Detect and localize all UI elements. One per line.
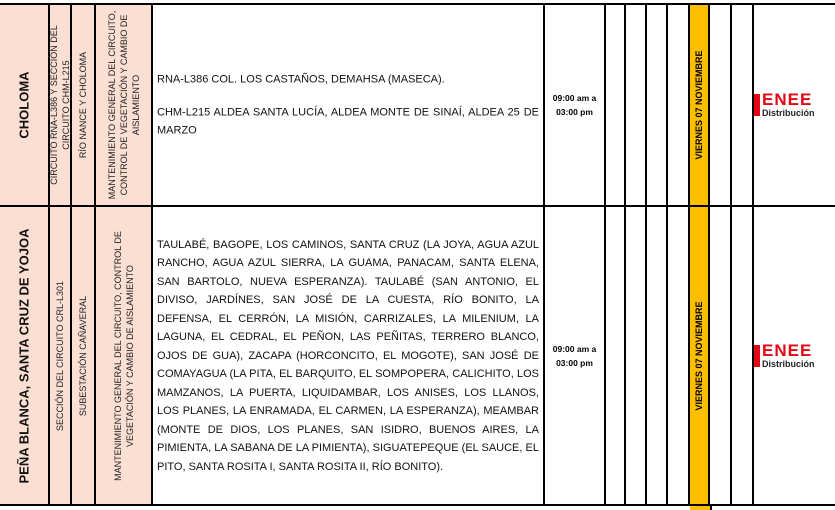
- work-description: MANTENIMIENTO GENERAL DEL CIRCUITO, CONTROL DE VEGETACIÓN Y CAMBIO DE AISLAMIENTO: [106, 10, 141, 200]
- work-cell: [96, 207, 153, 504]
- location-cell: [0, 207, 50, 504]
- work-cell: [96, 5, 153, 205]
- logo-subtitle: Distribución: [762, 108, 815, 118]
- circuit-cell: [50, 207, 72, 504]
- work-description: MANTENIMIENTO GENERAL DEL CIRCUITO, CONTROL DE VEGETACIÓN Y CAMBIO DE AISLAMIENTO: [112, 230, 135, 481]
- empty-cell: [668, 207, 690, 504]
- empty-cell: [647, 207, 668, 504]
- area-line: CHM-L215 ALDEA SANTA LUCÍA, ALDEA MONTE DE SINAÍ, ALDEA 25 DE MARZO: [157, 105, 539, 137]
- empty-cell: [732, 207, 754, 504]
- affected-areas: TAULABÉ, BAGOPE, LOS CAMINOS, SANTA CRUZ (LA JOYA, AGUA AZUL RANCHO, AGUA AZUL SIERRA, LA GUAMA, PANACAM, SANTA ELENA, SAN BARTOLO, NUEVA ESPERANZA). TAULABÉ (SAN ANTONIO, EL DIVISO, JARDÍNES, SAN JOSÉ DE LA CUESTA, RÍO BONITO, LA DEFENSA, EL CERRÓN, LA MISIÓN, CARRIZALES, LA MILENIUM, LA LAGUNA, EL CEDRAL, EL PEÑON, LAS PEÑITAS, TERRERO BLANCO, OJOS DE GUA), ZACAPA (HORCONCITO, EL MOGOTE), SAN JOSÉ DE COMAYAGUA (LA PITA, EL BARQUITO, EL SOMPOPERA, CALICHITO, LOS MAMZANOS, LA PUERTA, LIQUIDAMBAR, LOS ANISES, LOS LLANOS, LOS PLANES, LA ENRAMADA, EL CARMEN, LA ESPERANZA), MEAMBAR (MONTE DE DIOS, LOS PLANES, SAN ISIDRO, BUENOS AIRES, LA PIMIENTA, LA SABANA DE LA PIMIENTA), SIGUATEPEQUE (EL SAUCE, EL PITO, SANTA ROSITA I, SANTA ROSITA II, RÍO BONITO).: [157, 238, 539, 473]
- empty-cell: [606, 207, 626, 504]
- time-start: 09:00 am a: [552, 343, 597, 354]
- circuit: CIRCUITO RNA-L386 Y SECCIÓN DEL CIRCUITO CHM-L215: [49, 25, 71, 185]
- substation-cell: [72, 5, 96, 205]
- empty-cell: [710, 5, 732, 205]
- substation: SUBESTACIÓN CAÑAVERAL: [78, 295, 88, 416]
- enee-logo: [754, 340, 815, 369]
- location-cell: [0, 5, 50, 205]
- time-end: 03:00 pm: [556, 357, 593, 368]
- time-range: [545, 342, 604, 370]
- logo-text: ENEE: [762, 90, 813, 109]
- yellow-column-continuation: [690, 506, 712, 510]
- circuit: SECCIÓN DEL CIRCUITO CRL-L301: [55, 280, 65, 431]
- areas-cell: [153, 207, 545, 504]
- empty-cell: [647, 5, 668, 205]
- empty-cell: [626, 5, 647, 205]
- logo-mark-icon: [754, 345, 760, 367]
- substation: RÍO NANCE Y CHOLOMA: [78, 51, 88, 159]
- date: VIERNES 07 NOVIEMBRE: [694, 300, 704, 411]
- logo-cell: [754, 207, 835, 504]
- table-row: [0, 5, 835, 207]
- logo-text: ENEE: [762, 340, 813, 360]
- empty-cell: [710, 207, 732, 504]
- enee-logo: [754, 92, 815, 118]
- time-range: [545, 91, 604, 119]
- time-cell: [545, 5, 606, 205]
- time-cell: [545, 207, 606, 504]
- location: PEÑA BLANCA, SANTA CRUZ DE YOJOA: [16, 228, 32, 483]
- time-start: 09:00 am a: [552, 93, 597, 103]
- date: VIERNES 07 NOVIEMBRE: [694, 50, 704, 160]
- empty-cell: [606, 5, 626, 205]
- affected-areas: [157, 70, 539, 140]
- time-end: 03:00 pm: [556, 107, 593, 117]
- areas-cell: [153, 5, 545, 205]
- empty-cell: [732, 5, 754, 205]
- logo-cell: [754, 5, 835, 205]
- date-cell: [690, 5, 710, 205]
- empty-cell: [626, 207, 647, 504]
- logo-subtitle: Distribución: [762, 358, 815, 369]
- area-line: RNA-L386 COL. LOS CASTAÑOS, DEMAHSA (MASECA).: [157, 73, 445, 86]
- empty-cell: [668, 5, 690, 205]
- date-cell: [690, 207, 710, 504]
- logo-mark-icon: [754, 94, 760, 116]
- circuit-cell: [50, 5, 72, 205]
- substation-cell: [72, 207, 96, 504]
- table-row: [0, 207, 835, 506]
- location: CHOLOMA: [16, 71, 32, 139]
